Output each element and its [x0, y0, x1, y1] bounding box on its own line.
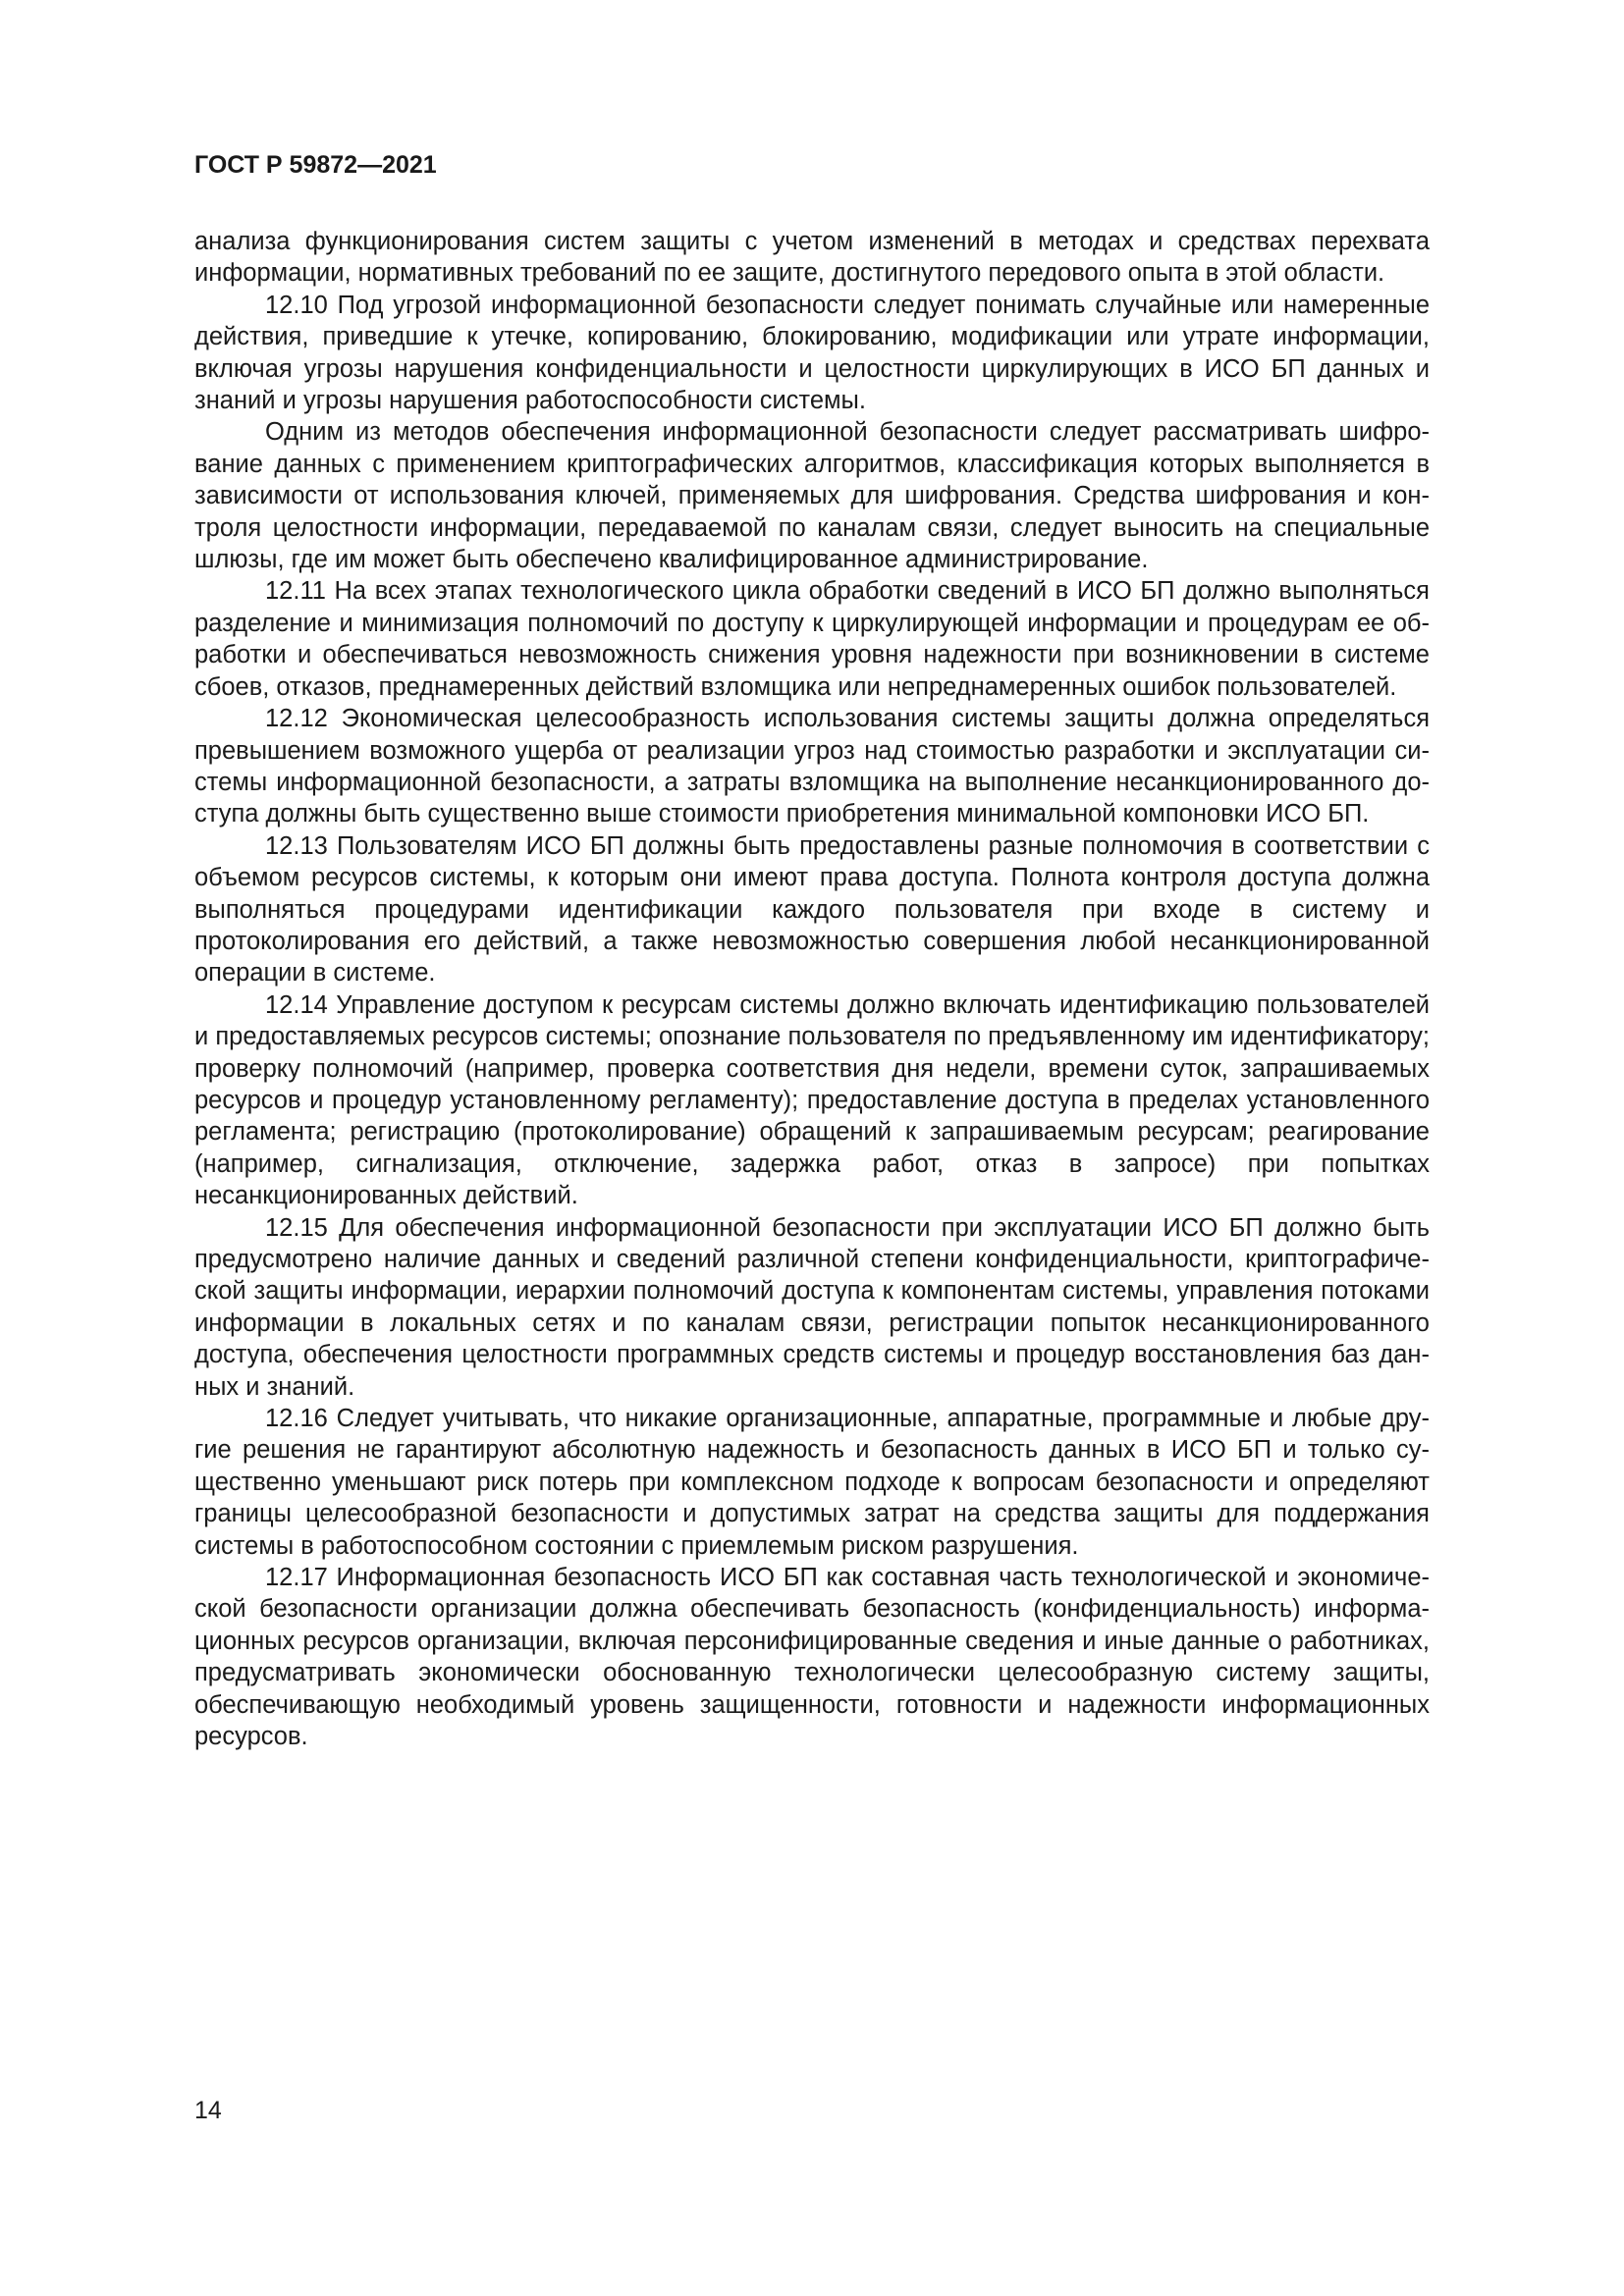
standard-id: ГОСТ Р 59872—2021 — [194, 151, 437, 179]
paragraph: 12.14 Управление доступом к ресурсам системы должно включать идентификацию пользователей и предоставляемых ресурсов системы; опознание пользователя по предъявленному им идентификатору; проверку полномочий (например, проверка соответствия дня недели, времени суток, запрашиваемых ресурсов и процедур установленному регламенту); предоставление доступа в пределах установленного регламента; регистрацию (протоколирование) обращений к запрашиваемым ресурсам; реагирование (например, сигнализация, отключение, задержка работ, отказ в запросе) при попытках несанкционированных действий. — [194, 990, 1430, 1210]
paragraph: 12.16 Следует учитывать, что никакие организационные, аппаратные, программные и любые другие решения не гарантируют абсолютную надежность и безопасность данных в ИСО БП и только существенно уменьшают риск потерь при комплексном подходе к вопросам безопасности и определяют границы целесообразной безопасности и допустимых затрат на средства защиты для поддержания системы в работоспособном состоянии с приемлемым риском разрушения. — [194, 1405, 1430, 1560]
document-body — [194, 226, 1430, 1753]
page-number: 14 — [194, 2097, 222, 2124]
paragraph: Одним из методов обеспечения информационной безопасности следует рассматривать шифрование данных с применением криптографических алгоритмов, классификация которых выполняется в зависимости от использования ключей, применяемых для шифрования. Средства шифрования и контроля целостности информации, передаваемой по каналам связи, следует выносить на специальные шлюзы, где им может быть обеспечено квалифицированное администрирование. — [194, 418, 1430, 574]
document-header — [194, 147, 437, 183]
paragraph: 12.17 Информационная безопасность ИСО БП как составная часть технологической и экономической безопасности организации должна обеспечивать безопасность (конфиденциальность) информационных ресурсов организации, включая персонифицированные сведения и иные данные о работниках, предусматривать экономически обоснованную технологически целесообразную систему защиты, обеспечивающую необходимый уровень защищенности, готовности и надежности информационных ресурсов. — [194, 1564, 1430, 1751]
paragraph: 12.12 Экономическая целесообразность использования системы защиты должна определяться превышением возможного ущерба от реализации угроз над стоимостью разработки и эксплуатации системы информационной безопасности, а затраты взломщика на выполнение несанкционированного доступа должны быть существенно выше стоимости приобретения минимальной компоновки ИСО БП. — [194, 705, 1430, 828]
paragraph: 12.15 Для обеспечения информационной безопасности при эксплуатации ИСО БП должно быть предусмотрено наличие данных и сведений различной степени конфиденциальности, криптографической защиты информации, иерархии полномочий доступа к компонентам системы, управления потоками информации в локальных сетях и по каналам связи, регистрации попыток несанкционированного доступа, обеспечения целостности программных средств системы и процедур восстановления баз данных и знаний. — [194, 1213, 1430, 1401]
paragraph: 12.10 Под угрозой информационной безопасности следует понимать случайные или намеренные действия, приведшие к утечке, копированию, блокированию, модификации или утрате информации, включая угрозы нарушения конфиденциальности и целостности циркулирующих в ИСО БП данных и знаний и угрозы нарушения работоспособности системы. — [194, 291, 1430, 415]
paragraph: анализа функционирования систем защиты с учетом изменений в методах и средствах перехвата информации, нормативных требований по ее защите, достигнутого передового опыта в этой области. — [194, 228, 1430, 288]
paragraph: 12.13 Пользователям ИСО БП должны быть предоставлены разные полномочия в соответствии с объемом ресурсов системы, к которым они имеют права доступа. Полнота контроля доступа должна выполняться процедурами идентификации каждого пользователя при входе в систему и протоколирования его действий, а также невозможностью совершения любой несанкционированной операции в системе. — [194, 831, 1430, 988]
paragraph: 12.11 На всех этапах технологического цикла обработки сведений в ИСО БП должно выполняться разделение и минимизация полномочий по доступу к циркулирующей информации и процедурам ее обработки и обеспечиваться невозможность снижения уровня надежности при возникновении в системе сбоев, отказов, преднамеренных действий взломщика или непреднамеренных ошибок пользователей. — [194, 577, 1430, 701]
